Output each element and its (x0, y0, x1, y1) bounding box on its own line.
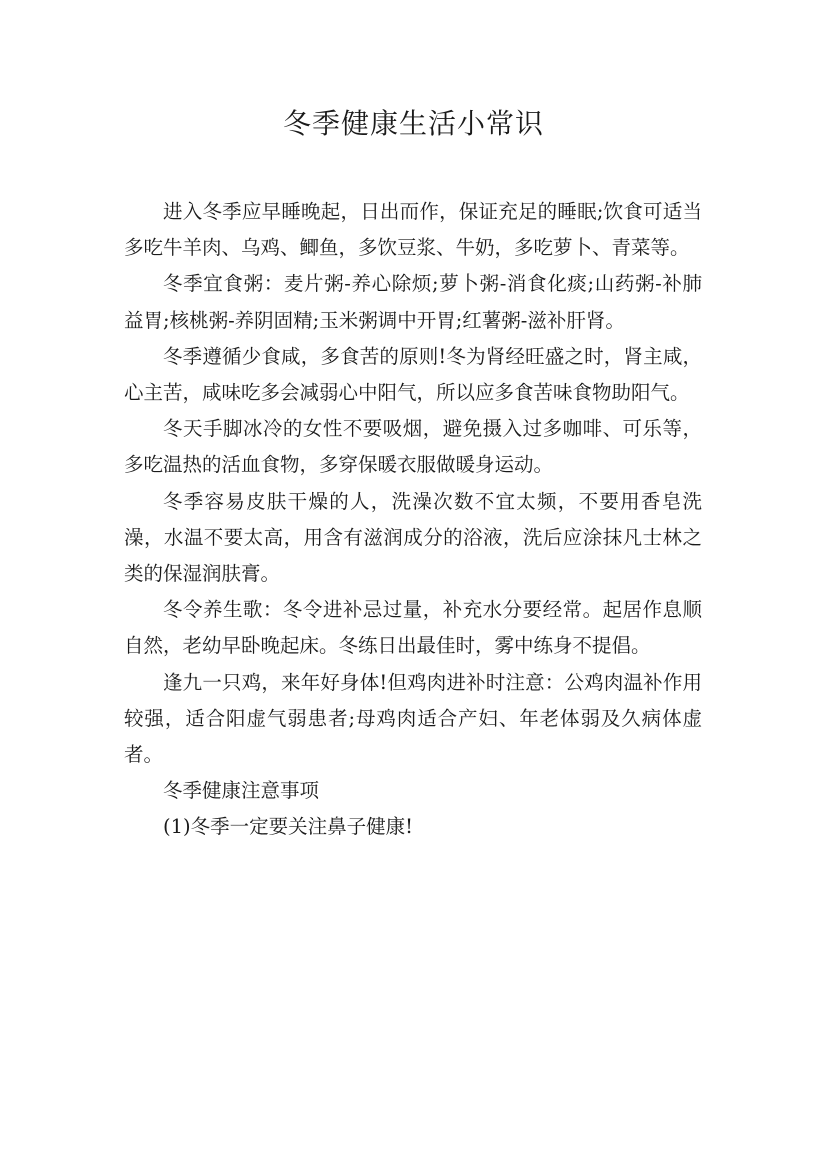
paragraph-dry-skin: 冬季容易皮肤干燥的人，洗澡次数不宜太频，不要用香皂洗澡，水温不要太高，用含有滋润成分的浴液，洗后应涂抹凡士林之类的保湿润肤膏。 (124, 489, 702, 586)
paragraph-sleep-diet: 进入冬季应早睡晚起，日出而作，保证充足的睡眠;饮食可适当多吃牛羊肉、乌鸡、鲫鱼，多饮豆浆、牛奶，多吃萝卜、青菜等。 (124, 200, 702, 260)
paragraph-chicken: 逢九一只鸡，来年好身体!但鸡肉进补时注意：公鸡肉温补作用较强，适合阳虚气弱患者;母鸡肉适合产妇、年老体弱及久病体虚者。 (124, 670, 702, 767)
document-body (124, 194, 702, 846)
section-heading: 冬季健康注意事项 (163, 779, 320, 803)
page-title: 冬季健康生活小常识 (282, 107, 544, 140)
paragraph-winter-song: 冬令养生歌：冬令进补忌过量，补充水分要经常。起居作息顺自然，老幼早卧晚起床。冬练日出最佳时，雾中练身不提倡。 (124, 598, 702, 658)
paragraph-porridge: 冬季宜食粥：麦片粥-养心除烦;萝卜粥-消食化痰;山药粥-补肺益胃;核桃粥-养阴固精;玉米粥调中开胃;红薯粥-滋补肝肾。 (124, 272, 702, 332)
paragraph-cold-hands: 冬天手脚冰冷的女性不要吸烟，避免摄入过多咖啡、可乐等，多吃温热的活血食物，多穿保暖衣服做暖身运动。 (124, 417, 702, 477)
list-item-nose: (1)冬季一定要关注鼻子健康! (163, 815, 413, 839)
paragraph-bitter-salty: 冬季遵循少食咸，多食苦的原则!冬为肾经旺盛之时，肾主咸，心主苦，咸味吃多会减弱心中阳气，所以应多食苦味食物助阳气。 (124, 344, 702, 405)
